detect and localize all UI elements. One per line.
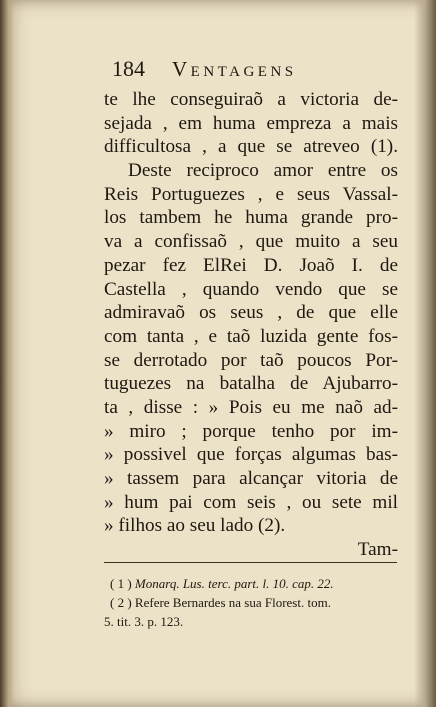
text-line: » hum pai com seis , ou sete mil — [104, 491, 398, 513]
running-title: Ventagens — [172, 57, 297, 81]
text-line: te lhe conseguiraõ a victoria de- — [104, 89, 398, 110]
footnote-text: 5. tit. 3. p. 123. — [104, 614, 184, 629]
text-line: se derrotado por taõ poucos Por- — [104, 349, 398, 371]
text-line: admiravaõ os seus , de que elle — [104, 302, 398, 324]
footnote-rule — [104, 562, 397, 563]
page-header — [104, 54, 396, 84]
page-edge — [414, 0, 436, 707]
footnote — [104, 593, 400, 612]
text-line: difficultosa , a que se atreveo (1). — [104, 136, 398, 158]
footnote — [104, 574, 400, 593]
text-line: » possivel que forças algumas bas- — [104, 444, 398, 466]
text-line: » filhos ao seu lado (2). — [104, 515, 286, 537]
footnote-text: Monarq. Lus. terc. part. l. 10. cap. 22. — [134, 576, 334, 591]
text-line: Deste reciproco amor entre os — [128, 160, 398, 182]
text-line: los tambem he huma grande pro- — [104, 207, 398, 229]
text-line: sejada , em huma empreza a mais — [104, 112, 398, 134]
footnote-text: Refere Bernardes na sua Florest. tom. — [134, 595, 331, 610]
text-line: tuguezes na batalha de Ajubarro- — [104, 373, 398, 395]
text-line: com tanta , e taõ luzida gente fos- — [104, 325, 398, 347]
text-line: » miro ; porque tenho por im- — [104, 420, 398, 442]
text-line: pezar fez ElRei D. Joaõ I. de — [104, 254, 398, 276]
footnote-marker: ( 2 ) — [110, 595, 135, 610]
text-line: ta , disse : » Pois eu me naõ ad- — [104, 396, 398, 418]
text-line: Reis Portuguezes , e seus Vassal- — [104, 183, 398, 205]
page-number: 184 — [112, 56, 145, 81]
text-line: » tassem para alcançar vitoria de — [104, 468, 398, 489]
text-line: va a confissaõ , que muito a seu — [104, 231, 398, 253]
footnote-marker: ( 1 ) — [110, 576, 135, 591]
body-text — [104, 88, 398, 562]
text-line: Castella , quando vendo que se — [104, 278, 398, 300]
footnote — [104, 612, 400, 631]
footnotes — [104, 574, 400, 631]
page-gutter-shadow — [0, 0, 14, 707]
text-line: Tam- — [357, 539, 398, 561]
